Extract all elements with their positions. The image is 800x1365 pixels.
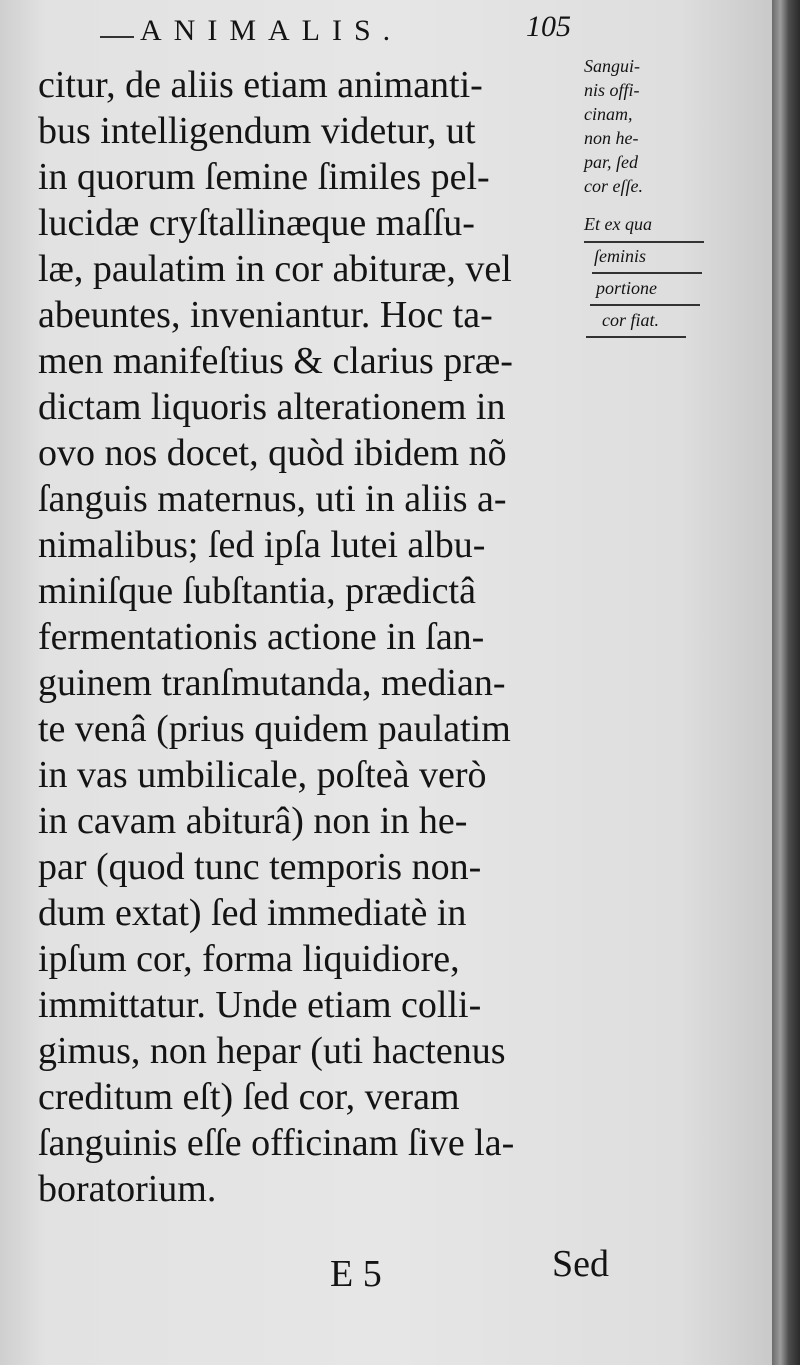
running-head: ANIMALIS. (140, 14, 403, 47)
body-line: ſanguis maternus, uti in aliis a- (38, 478, 507, 520)
body-line: fermentationis actione in ſan- (38, 616, 485, 658)
body-line: nimalibus; ſed ipſa lutei albu- (38, 524, 486, 566)
body-line: citur, de aliis etiam animanti- (38, 64, 483, 106)
body-line: læ, paulatim in cor abituræ, vel (38, 248, 512, 290)
body-line: in quorum ſemine ſimiles pel- (38, 156, 490, 198)
marginal-note-line: non he- (584, 128, 639, 148)
body-line: ovo nos docet, quòd ibidem nõ (38, 432, 507, 474)
book-gutter-edge (772, 0, 800, 1365)
body-line: men manifeſtius & clarius præ- (38, 340, 513, 382)
marginal-rule (586, 336, 686, 338)
marginal-note-line: portione (596, 278, 657, 298)
page-number: 105 (526, 10, 571, 43)
marginal-note-line: Et ex qua (584, 214, 652, 234)
body-line: dictam liquoris alterationem in (38, 386, 506, 428)
marginal-note-line: nis offi- (584, 80, 640, 100)
marginal-note-line: cinam, (584, 104, 633, 124)
body-line: miniſque ſubſtantia, prædictâ (38, 570, 476, 612)
body-line: in cavam abiturâ) non in he- (38, 800, 468, 842)
body-line: ipſum cor, forma liquidiore, (38, 938, 460, 980)
body-line: immittatur. Unde etiam colli- (38, 984, 482, 1026)
body-line: creditum eſt) ſed cor, veram (38, 1076, 460, 1118)
marginal-rule (592, 272, 702, 274)
body-line: dum extat) ſed immediatè in (38, 892, 467, 934)
marginal-note-line: Sangui- (584, 56, 640, 76)
body-line: in vas umbilicale, poſteà verò (38, 754, 487, 796)
body-line: te venâ (prius quidem paulatim (38, 708, 511, 750)
marginal-note-line: ſeminis (594, 246, 646, 266)
body-line: abeuntes, inveniantur. Hoc ta- (38, 294, 493, 336)
signature-mark: E 5 (330, 1253, 382, 1295)
catchword: Sed (552, 1243, 609, 1285)
body-line: lucidæ cryſtallinæque maſſu- (38, 202, 475, 244)
marginal-rule (584, 241, 704, 243)
marginal-note-line: par, ſed (584, 152, 638, 172)
marginal-rule (590, 304, 700, 306)
body-line: par (quod tunc temporis non- (38, 846, 482, 888)
marginal-note-line: cor fiat. (602, 310, 659, 330)
body-line: boratorium. (38, 1168, 217, 1210)
marginal-note-line: cor eſſe. (584, 176, 643, 196)
body-line: gimus, non hepar (uti hactenus (38, 1030, 506, 1072)
header-ornament-rule (100, 36, 134, 38)
body-line: bus intelligendum videtur, ut (38, 110, 476, 152)
body-line: ſanguinis eſſe officinam ſive la- (38, 1122, 515, 1164)
body-line: guinem tranſmutanda, median- (38, 662, 506, 704)
